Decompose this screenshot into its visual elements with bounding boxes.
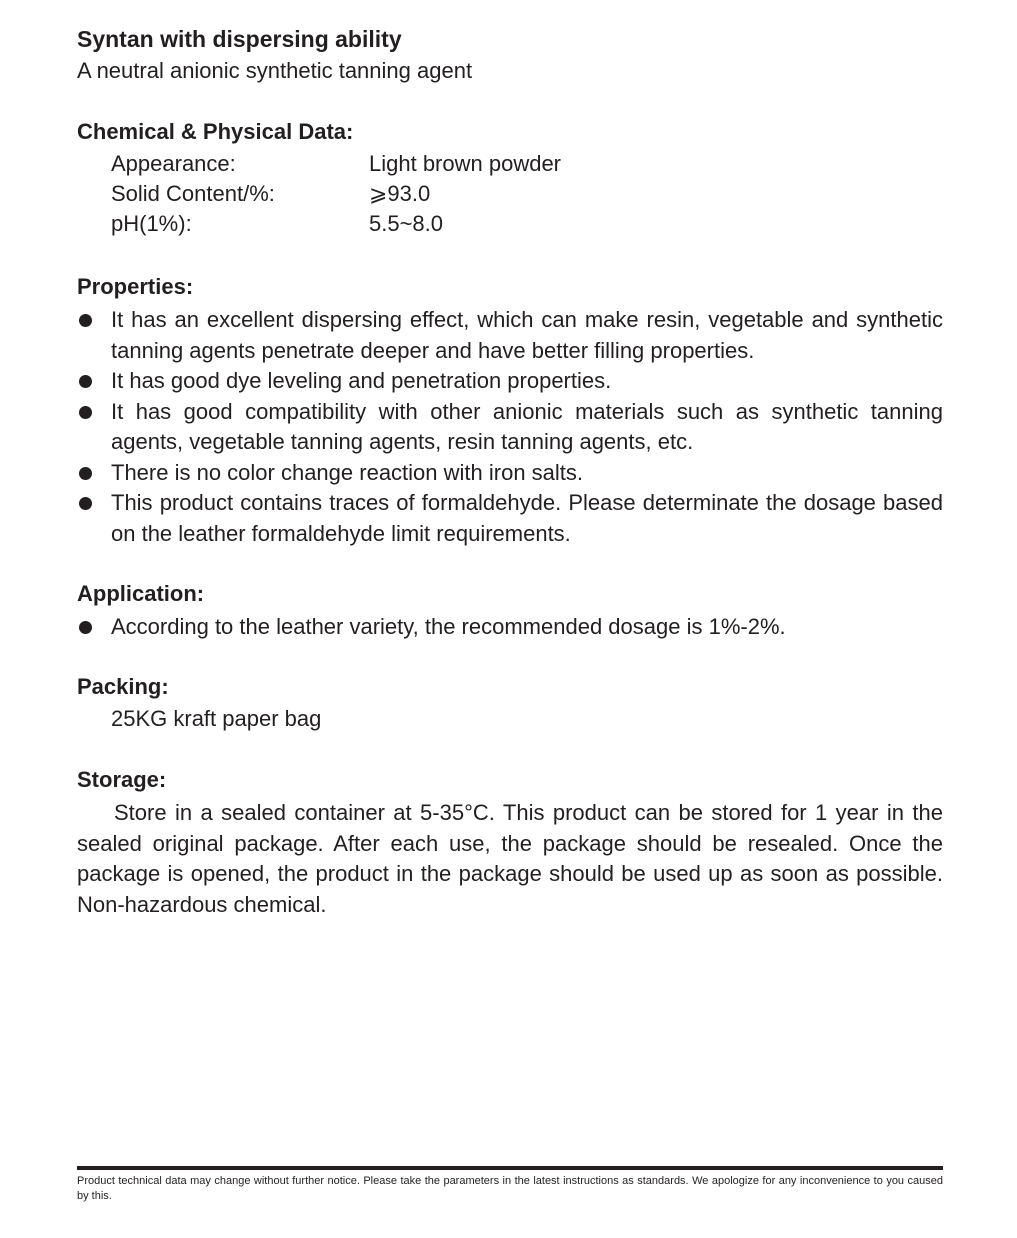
application-list (77, 612, 943, 643)
data-label: Appearance: (111, 151, 236, 176)
list-item-text: It has an excellent dispersing effect, which can make resin, vegetable and synthetic tanning agents penetrate deeper and have better filling properties. (111, 307, 943, 363)
list-item-text: There is no color change reaction with iron salts. (111, 459, 584, 485)
chemical-data-heading: Chemical & Physical Data: (77, 119, 354, 144)
data-value: ⩾93.0 (369, 181, 431, 206)
bullet-icon (79, 375, 92, 388)
list-item (77, 305, 943, 366)
data-row-solid-content (111, 181, 811, 211)
data-label: pH(1%): (111, 211, 192, 236)
list-item-text: This product contains traces of formaldehyde. Please determinate the dosage based on the leather formaldehyde limit requirements. (111, 490, 943, 546)
bullet-icon (79, 621, 92, 634)
bullet-icon (79, 406, 92, 419)
properties-heading: Properties: (77, 274, 194, 299)
bullet-icon (79, 314, 92, 327)
data-row-appearance (111, 151, 811, 181)
packing-text: 25KG kraft paper bag (111, 706, 322, 731)
list-item-text: It has good compatibility with other anionic materials such as synthetic tanning agents, vegetable tanning agents, resin tanning agents, etc. (111, 398, 943, 454)
footer-disclaimer: Product technical data may change without further notice. Please take the parameters in the latest instructions as standards. We apologize for any inconvenience to you caused by this. (77, 1175, 943, 1202)
product-name: Syntan with dispersing ability (77, 26, 402, 52)
list-item-text: It has good dye leveling and penetration properties. (111, 368, 612, 393)
data-value: Light brown powder (369, 151, 562, 176)
footer-divider (77, 1166, 943, 1170)
bullet-icon (79, 497, 92, 510)
list-item-text: According to the leather variety, the recommended dosage is 1%-2%. (111, 614, 786, 639)
packing-heading: Packing: (77, 674, 169, 699)
product-subtitle: A neutral anionic synthetic tanning agent (77, 58, 473, 83)
data-row-ph (111, 211, 811, 241)
list-item (77, 458, 943, 489)
list-item (77, 397, 943, 458)
storage-text: Store in a sealed container at 5-35°C. This product can be stored for 1 year in the sealed original package. After each use, the package should be resealed. Once the package is opened, the product in the package should be used up as soon as possible. Non-hazardous chemical. (77, 800, 943, 917)
bullet-icon (79, 467, 92, 480)
list-item (77, 612, 943, 643)
data-label: Solid Content/%: (111, 181, 275, 206)
data-value: 5.5~8.0 (369, 211, 444, 236)
storage-heading: Storage: (77, 767, 167, 792)
application-heading: Application: (77, 581, 205, 606)
list-item (77, 366, 943, 397)
list-item (77, 488, 943, 549)
properties-list (77, 305, 943, 549)
